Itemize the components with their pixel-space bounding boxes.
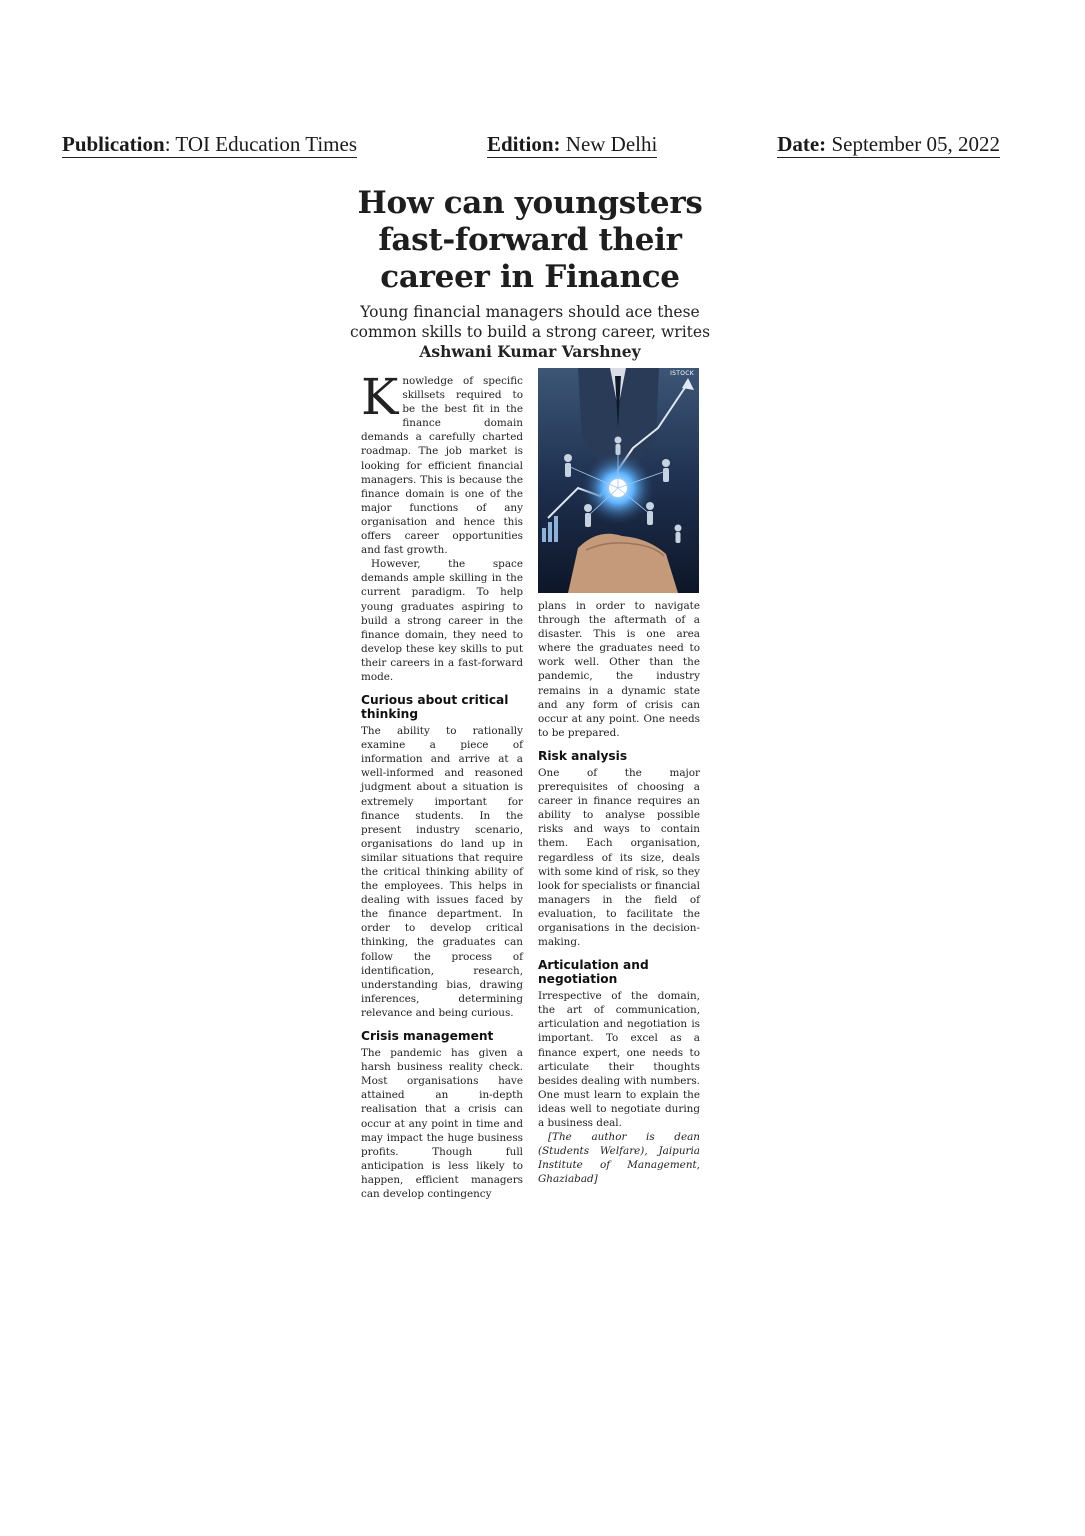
section-heading-crisis-management: Crisis management (361, 1029, 494, 1044)
publication-field (62, 131, 357, 158)
date-value: September 05, 2022 (826, 132, 1000, 156)
author-note: [The author is dean (Students Welfare), Jaipuria Institute of Management, Ghaziabad] (538, 1131, 700, 1186)
section-heading-articulation: Articulation and negotiation (538, 958, 649, 987)
section-body-crisis-management: The pandemic has given a harsh business reality check. Most organisations have attained an in-depth realisation that a crisis can occur at any point in time and may impact the huge business profits. Though full anticipation is less likely to happen, efficient managers can develop contingency (361, 1047, 523, 1200)
intro-paragraph-text: nowledge of specific skillsets required to be the best fit in the finance domain demands a carefully charted roadmap. The job market is looking for efficient financial managers. This is because the finance domain is one of the major functions of any organisation and hence this offers career opportunities and fast growth. (361, 375, 523, 557)
finance-network-illustration (538, 368, 699, 593)
intro-paragraph (361, 368, 523, 557)
edition-field (487, 131, 657, 158)
intro-paragraph-2: However, the space demands ample skilling in the current paradigm. To help young graduates aspiring to build a strong career in the finance domain, they need to develop these key skills to put their careers in a fast-forward mode. (361, 558, 523, 683)
article-headline: How can youngsters fast-forward their career in Finance (357, 185, 703, 295)
publication-value: : TOI Education Times (164, 132, 358, 156)
article-column-2 (538, 599, 700, 1186)
section-heading-risk-analysis: Risk analysis (538, 748, 628, 763)
edition-value: New Delhi (560, 132, 658, 156)
date-label: Date: (777, 132, 827, 156)
section-body-critical-thinking: The ability to rationally examine a piece of information and arrive at a well-informed and reasoned judgment about a situation is extremely important for finance students. In the present industry scenario, organisations do land up in similar situations that require the critical thinking ability of the employees. This helps in dealing with issues faced by the finance department. In order to develop critical thinking, the graduates can follow the process of identification, research, understanding bias, drawing inferences, determining relevance and being curious. (361, 725, 523, 1019)
section-body-articulation: Irrespective of the domain, the art of communication, articulation and negotiation is important. To excel as a finance expert, one needs to articulate their thoughts besides dealing with numbers. One must learn to explain the ideas well to negotiate during a business deal. (538, 990, 700, 1129)
clipping-header (62, 131, 1000, 159)
author-byline: Ashwani Kumar Varshney (419, 342, 641, 361)
section-heading-critical-thinking: Curious about critical thinking (361, 693, 509, 722)
date-field (777, 131, 1000, 158)
deck-text: Young financial managers should ace these common skills to build a strong career, writes (349, 303, 711, 341)
photo-credit: ISTOCK (670, 370, 694, 377)
article-deck (340, 302, 720, 362)
section-body-crisis-management-continued: plans in order to navigate through the aftermath of a disaster. This is one area where the graduates need to work well. Other than the pandemic, the industry remains in a dynamic state and any form of crisis can occur at any point. One needs to be prepared. (538, 600, 700, 739)
drop-cap: K (361, 368, 399, 426)
article-column-1 (361, 368, 523, 1201)
publication-label: Publication (62, 132, 165, 156)
section-body-risk-analysis: One of the major prerequisites of choosing a career in finance requires an ability to analyse possible risks and ways to contain them. Each organisation, regardless of its size, deals with some kind of risk, so they look for specialists or financial managers in the field of evaluation, to facilitate the organisations in the decision-making. (538, 766, 700, 949)
edition-label: Edition: (487, 132, 561, 156)
article-photo (538, 368, 699, 593)
